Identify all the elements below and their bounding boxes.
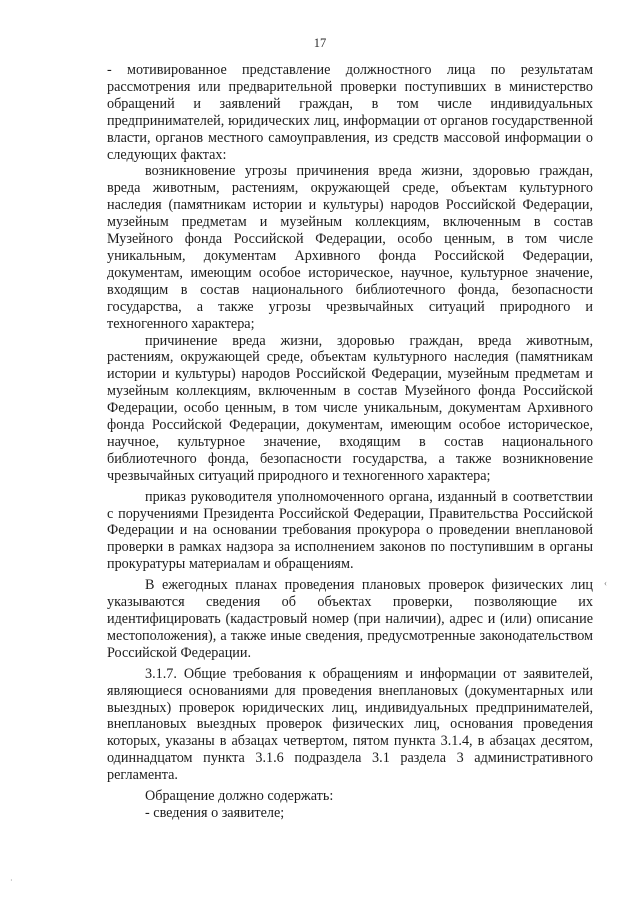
paragraph-harm-caused: причинение вреда жизни, здоровью граждан, вреда животным, растениям, окружающей среде, объектам культурного наследия (памятникам истории и культуры) народов Российской Федерации, музейным предметам и музейным коллекциям, включенным в состав Музейного фонда Российской Федерации, особо ценным, в том числе уникальным, документам Архивного фонда Российской Федерации, документам, имеющим особое историческое, научное, культурное значение, входящим в состав национального библиотечного фонда, безопасности государства, а также возникновение чрезвычайных ситуаций природного и техногенного характера; [107, 332, 593, 484]
paragraph-motivated-representation: - мотивированное представление должностного лица по результатам рассмотрения или предварительной проверки поступивших в министерство обращений и заявлений граждан, в том числе индивидуальных предпринимателей, юридических лиц, информации от органов государственной власти, органов местного самоуправления, из средств массовой информации о следующих фактах: [107, 62, 593, 163]
paragraph-applicant-info: - сведения о заявителе; [145, 804, 285, 821]
paragraph-order-of-head: приказ руководителя уполномоченного органа, изданный в соответствии с поручениями Президента Российской Федерации, Правительства Российской Федерации и на основании требования прокурора о проведении внеплановой проверки в рамках надзора за исполнением законов по поступившим в органы прокуратуры материалам и обращениям. [107, 488, 593, 573]
paragraph-appeal-must-contain: Обращение должно содержать: [145, 788, 334, 805]
paragraph-threat-of-harm: возникновение угрозы причинения вреда жизни, здоровью граждан, вреда животным, растениям, окружающей среде, объектам культурного наследия (памятникам истории и культуры) народов Российской Федерации, музейным предметам и музейным коллекциям, включенным в состав Музейного фонда Российской Федерации, особо ценным, в том числе уникальным, документам Архивного фонда Российской Федерации, документам, имеющим особое историческое, научное, культурное значение, входящим в состав национального библиотечного фонда, безопасности государства, а также угрозы чрезвычайных ситуаций природного и техногенного характера; [107, 163, 593, 332]
scan-margin-mark-left: · [10, 876, 13, 885]
document-body [107, 62, 593, 822]
scan-margin-mark-right: ‹ [604, 578, 607, 588]
paragraph-annual-plans: В ежегодных планах проведения плановых проверок физических лиц указываются сведения об объектах проверки, позволяющие их идентифицировать (кадастровый номер (при наличии), адрес и (или) описание местоположения), а также иные сведения, предусмотренные законодательством Российской Федерации. [107, 577, 593, 661]
page-number: 17 [313, 36, 327, 50]
paragraph-section-3-1-7: 3.1.7. Общие требования к обращениям и информации от заявителей, являющиеся основаниями для проведения внеплановых (документарных или выездных) проверок юридических лиц, индивидуальных предпринимателей, внеплановых выездных проверок физических лиц, основания проведения которых, указаны в абзацах четвертом, пятом пункта 3.1.4, в абзацах десятом, одиннадцатом пункта 3.1.6 подраздела 3.1 раздела 3 административного регламента. [107, 665, 593, 784]
